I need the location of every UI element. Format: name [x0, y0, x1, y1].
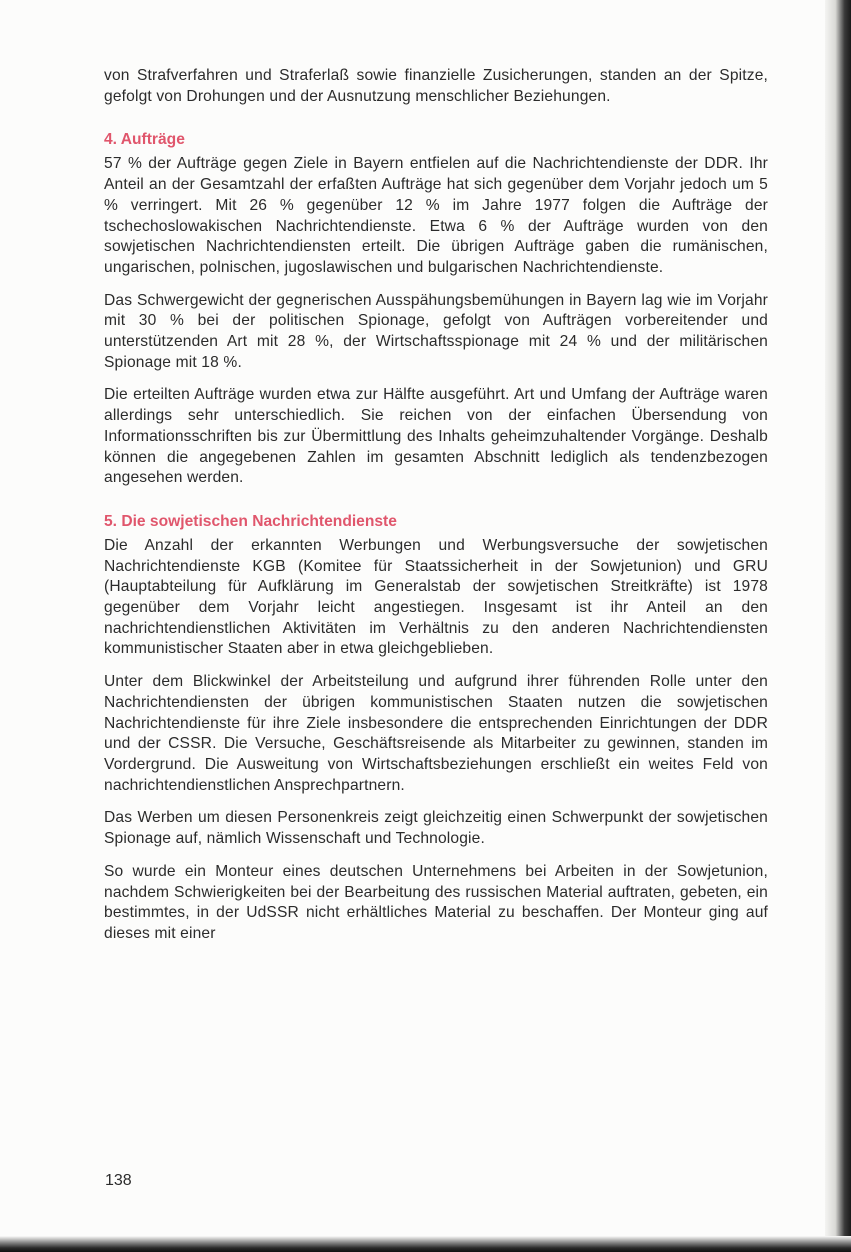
- section-4-paragraph-3: Die erteilten Aufträge wurden etwa zur Hälfte ausgeführt. Art und Umfang der Aufträge waren allerdings sehr unterschiedlich. Sie reichen von der einfachen Übersendung von Informationsschriften bis zur Übermittlung des Inhalts geheimzuhaltender Vorgänge. Deshalb können die angegebenen Zahlen im gesamten Abschnitt lediglich als tendenzbezogen angesehen werden.: [104, 386, 768, 487]
- page-body: [104, 66, 768, 957]
- section-5-paragraph-2: Unter dem Blickwinkel der Arbeitsteilung und aufgrund ihrer führenden Rolle unter den Nachrichtendiensten der übrigen kommunistischen Staaten nutzen die sowjetischen Nachrichtendienste für ihre Ziele insbesondere die entsprechenden Einrichtungen der DDR und der CSSR. Die Versuche, Geschäftsreisende als Mitarbeiter zu gewinnen, standen im Vordergrund. Die Ausweitung von Wirtschaftsbeziehungen erschließt ein weites Feld von nachrichtendienstlichen Ansprechpartnern.: [104, 673, 768, 794]
- page-number: 138: [105, 1172, 132, 1189]
- section-5-paragraph-4: So wurde ein Monteur eines deutschen Unternehmens bei Arbeiten in der Sowjetunion, nachdem Schwierigkeiten bei der Bearbeitung des russischen Material auftraten, gebeten, ein bestimmtes, in der UdSSR nicht erhältliches Material zu beschaffen. Der Monteur ging auf dieses mit einer: [104, 862, 768, 942]
- section-4-paragraph-1: 57 % der Aufträge gegen Ziele in Bayern entfielen auf die Nachrichtendienste der DDR. Ihr Anteil an der Gesamtzahl der erfaßten Aufträge hat sich gegenüber dem Vorjahr jedoch um 5 % verringert. Mit 26 % gegenüber 12 % im Jahre 1977 folgen die Aufträge der tschechoslowakischen Nachrichtendienste. Etwa 6 % der Aufträge wurden von den sowjetischen Nachrichtendiensten erteilt. Die übrigen Aufträge gaben die rumänischen, ungarischen, polnischen, jugoslawischen und bulgarischen Nachrichtendienste.: [104, 155, 768, 276]
- section-4-heading: 4. Aufträge: [104, 131, 185, 149]
- intro-paragraph: von Strafverfahren und Straferlaß sowie finanzielle Zusicherungen, standen an der Spitze, gefolgt von Drohungen und der Ausnutzung menschlicher Beziehungen.: [104, 67, 768, 105]
- section-5-heading: 5. Die sowjetischen Nachrichtendienste: [104, 512, 397, 530]
- section-5-paragraph-1: Die Anzahl der erkannten Werbungen und Werbungsversuche der sowjetischen Nachrichtendienste KGB (Komitee für Staatssicherheit in der Sowjetunion) und GRU (Hauptabteilung für Aufklärung im Generalstab der sowjetischen Streitkräfte) ist 1978 gegenüber dem Vorjahr leicht angestiegen. Insgesamt ist ihr Anteil an den nachrichtendienstlichen Aktivitäten im Verhältnis zu den anderen Nachrichtendiensten kommunistischer Staaten aber in etwa gleichgeblieben.: [104, 536, 768, 658]
- section-5-paragraph-3: Das Werben um diesen Personenkreis zeigt gleichzeitig einen Schwerpunkt der sowjetischen Spionage auf, nämlich Wissenschaft und Technologie.: [104, 809, 768, 848]
- section-4-paragraph-2: Das Schwergewicht der gegnerischen Ausspähungsbemühungen in Bayern lag wie im Vorjahr mit 30 % bei der politischen Spionage, gefolgt von Aufträgen vorbereitender und unterstützenden Art mit 28 %, der Wirtschaftsspionage mit 24 % und der militärischen Spionage mit 18 %.: [104, 291, 768, 371]
- bottom-edge-shadow: [0, 1236, 851, 1252]
- binding-shadow: [825, 0, 851, 1252]
